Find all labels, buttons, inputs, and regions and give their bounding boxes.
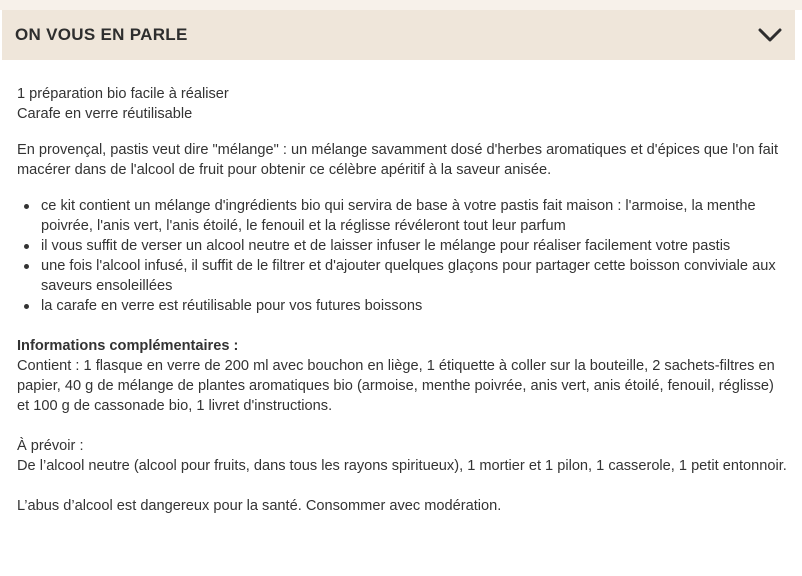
highlight-line: 1 préparation bio facile à réaliser	[17, 86, 229, 102]
prevoir-heading: À prévoir :	[17, 438, 84, 454]
list-item: une fois l'alcool infusé, il suffit de le filtrer et d'ajouter quelques glaçons pour partager cette boisson conviviale aux saveurs ensoleillées	[41, 256, 789, 296]
prevoir-text: De l’alcool neutre (alcool pour fruits, dans tous les rayons spiritueux), 1 mortier et 1 pilon, 1 casserole, 1 petit entonnoir.	[17, 458, 787, 474]
intro-paragraph: En provençal, pastis veut dire "mélange" : un mélange savamment dosé d'herbes aromatiques et d'épices que l'on fait macérer dans de l'alcool de fruit pour obtenir ce célèbre apéritif à la saveur anisée.	[17, 142, 779, 178]
accordion-content	[17, 84, 789, 516]
info-text: Contient : 1 flasque en verre de 200 ml avec bouchon en liège, 1 étiquette à coller sur la bouteille, 2 sachets-filtres en papier, 40 g de mélange de plantes aromatiques bio (armoise, menthe poivrée, anis vert, anis étoilé, fenouil, réglisse) et 100 g de cassonade bio, 1 livret d'instructions.	[17, 358, 775, 414]
logo-icon	[58, 571, 72, 576]
alcohol-warning: L’abus d’alcool est dangereux pour la santé. Consommer avec modération.	[17, 498, 502, 514]
list-item: ce kit contient un mélange d'ingrédients bio qui servira de base à votre pastis fait maison : l'armoise, la menthe poivrée, l'anis vert, l'anis étoilé, le fenouil et la réglisse révéleront tout leur parfum	[41, 196, 789, 236]
highlight-line: Carafe en verre réutilisable	[17, 106, 193, 122]
chevron-down-icon[interactable]	[757, 22, 783, 48]
top-decoration	[0, 0, 802, 10]
features-list	[17, 196, 789, 316]
list-item: il vous suffit de verser un alcool neutre et de laisser infuser le mélange pour réaliser facilement votre pastis	[41, 236, 789, 256]
accordion-title: ON VOUS EN PARLE	[15, 25, 188, 44]
list-item: la carafe en verre est réutilisable pour vos futures boissons	[41, 296, 789, 316]
accordion-header-on-vous-en-parle[interactable]	[2, 10, 795, 60]
info-heading: Informations complémentaires :	[17, 338, 239, 354]
